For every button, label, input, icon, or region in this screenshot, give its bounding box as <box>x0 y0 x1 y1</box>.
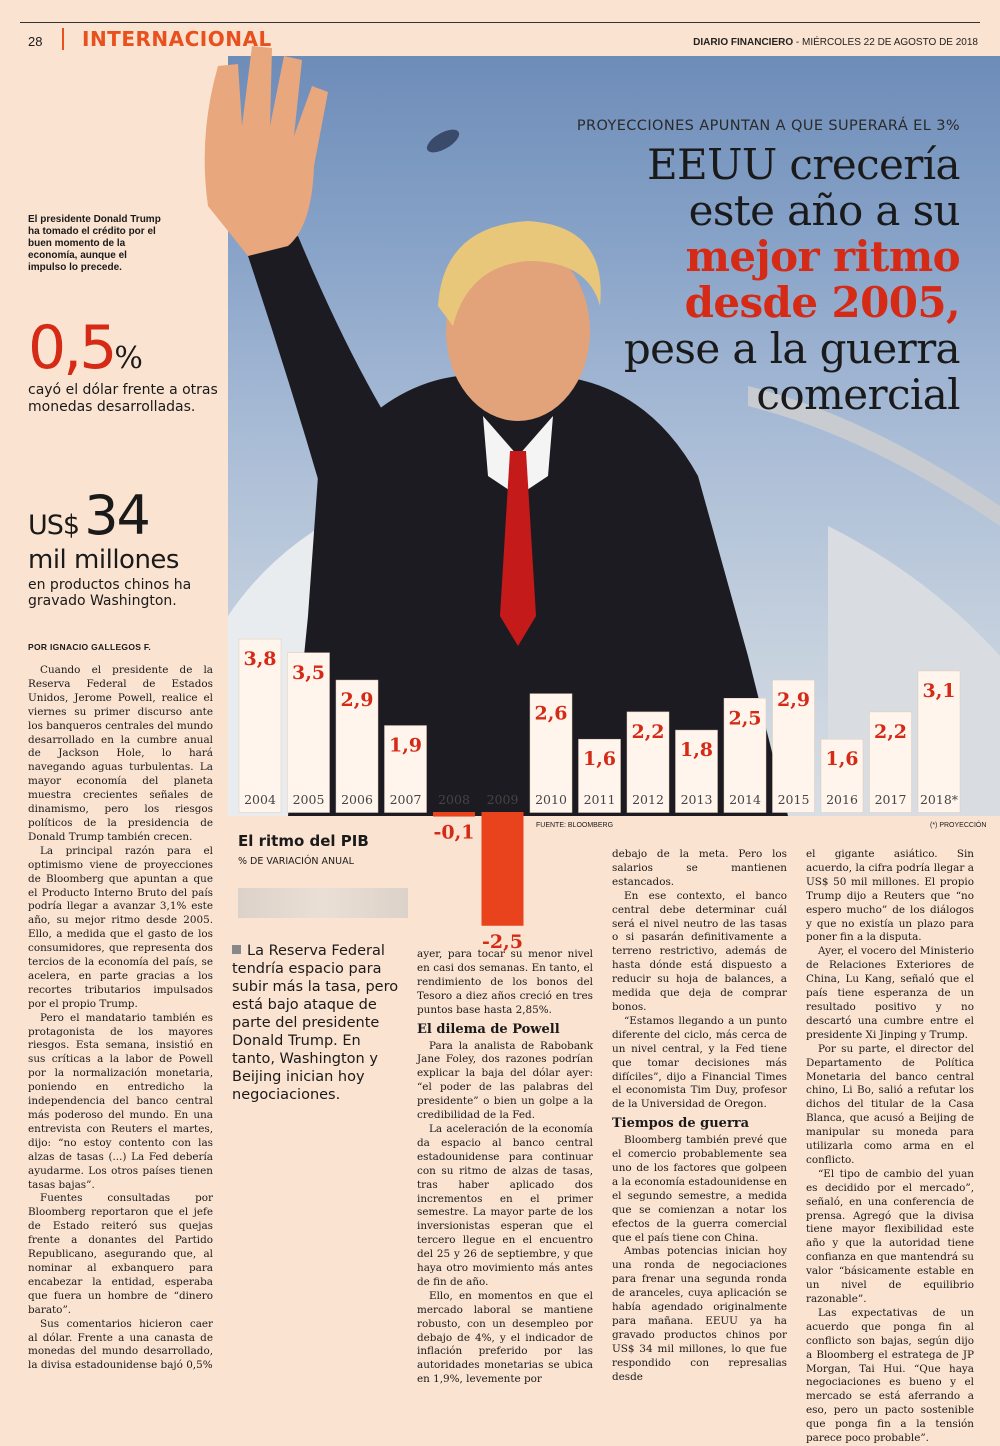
stat-value: 0,5 <box>28 313 115 383</box>
chart-tick-label: 2018* <box>919 792 959 807</box>
headline-line: pese a la guerra <box>623 324 960 373</box>
subheading: Tiempos de guerra <box>612 1116 750 1132</box>
headline <box>560 142 960 418</box>
paragraph: Cuando el presidente de la Reserva Federal de Estados Unidos, Jerome Powell, realice el viernes su primer discurso ante los banqueros centrales del mundo desarrollado en la cumbre anual de Jackson Hole, lo hará navegando aguas turbulentas. La mayor economía del planeta muestra crecientes señales de dinamismo, pero los riesgos políticos de la presidencia de Donald Trump también crecen. <box>28 664 213 843</box>
chart-tick-label: 2013 <box>680 792 713 807</box>
chart-subtitle: % DE VARIACIÓN ANUAL <box>238 856 354 867</box>
chart-data-label: 1,6 <box>582 748 617 771</box>
stat-description: cayó el dólar frente a otras monedas desarrolladas. <box>28 382 218 415</box>
chart-data-label: -0,1 <box>433 821 475 844</box>
paragraph: Ello, en momentos en que el mercado laboral se mantiene robusto, con un desempleo por debajo de 4%, y el indicador de inflación preferido por las autoridades monetarias se ubica en 1,9%, levemente por <box>417 1289 593 1386</box>
stat-tariffs <box>28 484 224 609</box>
paragraph: Por su parte, el director del Departamento de Política Monetaria del banco central chino, Li Bo, salió a refutar los dichos del titular de la Casa Blanca, que acusó a Beijing de manipular su moneda para utilizarla como arma en el conflicto. <box>806 1042 974 1166</box>
chart-data-label: 2,2 <box>631 720 665 743</box>
paragraph: Bloomberg también prevé que el comercio probablemente sea uno de los factores que golpeen a la economía estadounidense en el segundo semestre, a medida que se comienzan a notar los efectos de la guerra comercial que el país tiene con China. <box>612 1134 787 1244</box>
chart-bar <box>433 812 475 817</box>
chart-tick-label: 2009 <box>486 792 519 807</box>
pull-quote <box>232 942 402 1104</box>
stat-currency: US$ <box>28 510 80 541</box>
chart-note: (*) PROYECCIÓN <box>930 822 987 829</box>
chart-data-label: 3,8 <box>243 648 277 671</box>
paragraph: Pero el mandatario también es protagonista de los mayores riesgos. Esta semana, insistió en sus críticas a la labor de Powell por la normalización monetaria, poniendo en entredicho la independencia del banco central más poderoso del mundo. En una entrevista con Reuters el martes, dijo: “no estoy contento con las alzas de tasas (...) La Fed debería ayudarme. Los otros países tienen tasas bajas”. <box>28 1011 213 1191</box>
chart-tick-label: 2014 <box>729 792 761 807</box>
chart-data-label: 2,5 <box>728 707 762 730</box>
chart-data-label: 2,9 <box>340 689 374 712</box>
chart-tick-label: 2006 <box>341 792 373 807</box>
paragraph: debajo de la meta. Pero los salarios se mantienen estancados. <box>612 848 787 888</box>
headline-line: comercial <box>756 370 960 419</box>
chart-data-label: 3,1 <box>922 679 956 702</box>
chart-data-label: -2,5 <box>482 930 523 953</box>
stat-unit: % <box>114 341 143 376</box>
section-title: INTERNACIONAL <box>82 27 272 51</box>
paragraph: Ayer, el vocero del Ministerio de Relaciones Exteriores de China, Lu Kang, señaló que el país tiene esperanza de un resultado positivo y no descartó una cumbre entre el presidente Xi Jinping y Trump. <box>806 945 974 1041</box>
chart-data-label: 1,8 <box>679 739 714 762</box>
square-bullet-icon <box>232 945 241 954</box>
paragraph: Sus comentarios hicieron caer al dólar. Frente a una canasta de monedas del mundo desarrollado, la divisa estadounidense bajó 0,5% <box>28 1317 213 1372</box>
article-column-4 <box>612 848 787 1410</box>
photo-caption: El presidente Donald Trump ha tomado el crédito por el buen momento de la economía, aunque el impulso lo precede. <box>28 214 161 273</box>
paragraph: Las expectativas de un acuerdo que ponga fin al conflicto son bajas, según dijo a Bloomberg el estratega de JP Morgan, Tai Hui. “Que haya negociaciones es bueno y el mercado se está aferrando a eso, pero un pacto sostenible que ponga fin a la tensión parece poco probable”. <box>806 1306 974 1445</box>
chart-data-label: 1,6 <box>825 748 859 771</box>
article-column-1 <box>28 664 213 1410</box>
paragraph: Fuentes consultadas por Bloomberg reportaron que el jefe de Estado reiteró sus quejas frente a donantes del Partido Republicano, asegurando que, al nominar al exbanquero para encabezar la entidad, esperaba que fuera un hombre de “dinero barato”. <box>28 1192 213 1316</box>
stat-dollar <box>28 313 218 416</box>
chart-decor-strip <box>238 888 408 918</box>
chart-tick-label: 2015 <box>777 792 810 807</box>
paper-name: DIARIO FINANCIERO <box>693 37 794 48</box>
chart-data-label: 2,9 <box>776 689 811 712</box>
issue-date: - MIÉRCOLES 22 DE AGOSTO DE 2018 <box>793 37 978 48</box>
subheading: El dilema de Powell <box>417 1021 560 1037</box>
paragraph: La aceleración de la economía da espacio al banco central estadounidense para continuar con su ritmo de alzas de tasas, tras haber aplicado dos incrementos en el primer semestre. La mayor parte de los inversionistas esperan que el tercero llegue en el encuentro del 25 y 26 de septiembre, y que haya otro movimiento más antes de fin de año. <box>417 1122 593 1288</box>
chart-tick-label: 2011 <box>583 792 616 807</box>
headline-highlight: desde 2005, <box>684 278 960 327</box>
headline-highlight: mejor ritmo <box>685 232 960 281</box>
article-column-3 <box>417 948 593 1410</box>
paragraph: ayer, para tocar su menor nivel en casi dos semanas. En tanto, el rendimiento de los bonos del Tesoro a diez años creció en tres puntos base hasta 2,85%. <box>417 948 593 1016</box>
chart-data-label: 3,5 <box>291 661 326 684</box>
stat-description: en productos chinos ha gravado Washington. <box>28 577 192 609</box>
section-divider <box>62 28 64 50</box>
paragraph: La principal razón para el optimismo viene de proyecciones de Bloomberg que apuntan a que el Producto Interno Bruto del país podría llegar a avanzar 3,1% este año, su mejor ritmo desde 2005. Ello, a medida que el gasto de los consumidores, que representa dos tercios de la economía del país, se acelera, en parte gracias a los recortes tributarios impulsados por el propio Trump. <box>28 844 213 1010</box>
paragraph: “Estamos llegando a un punto diferente del ciclo, más cerca de un nivel central, y la Fed tiene que tomar decisiones más difíciles”, dijo a Financial Times el economista Tim Duy, profesor de la Universidad de Oregon. <box>612 1014 787 1111</box>
chart-tick-label: 2016 <box>826 792 858 807</box>
page-number: 28 <box>28 34 43 49</box>
chart-tick-label: 2005 <box>292 792 325 807</box>
chart-data-label: 2,6 <box>534 702 568 725</box>
chart-title: El ritmo del PIB <box>238 832 369 850</box>
byline: POR IGNACIO GALLEGOS F. <box>28 642 152 652</box>
chart-data-label: 2,2 <box>873 720 908 743</box>
article-column-5 <box>806 848 974 1445</box>
headline-kicker: PROYECCIONES APUNTAN A QUE SUPERARÁ EL 3% <box>576 118 960 134</box>
pull-quote-text: La Reserva Federal tendría espacio para subir más la tasa, pero está bajo ataque de parte del presidente Donald Trump. En tanto, Washington y Beijing inician hoy negociaciones. <box>232 943 399 1103</box>
chart-tick-label: 2008 <box>438 792 470 807</box>
paragraph: el gigante asiático. Sin acuerdo, la cifra podría llegar a US$ 50 mil millones. El propio Trump dijo a Reuters que “no espero mucho” de los diálogos y que no existía un plazo para poner fin a la disputa. <box>806 848 974 944</box>
chart-tick-label: 2004 <box>244 792 276 807</box>
masthead <box>693 37 978 48</box>
stat-unit: mil millones <box>28 545 179 575</box>
chart-tick-label: 2010 <box>535 792 567 807</box>
chart-bar <box>482 812 524 926</box>
chart-source: FUENTE: BLOOMBERG <box>536 822 614 829</box>
chart-tick-label: 2007 <box>389 792 422 807</box>
paragraph: En ese contexto, el banco central debe determinar cuál será el nivel neutro de las tasas o si pasarán definitivamente a terreno restrictivo, además de hasta dónde está dispuesto a reducir su hoja de balances, a medida que deja de comprar bonos. <box>612 889 787 1013</box>
chart-tick-label: 2012 <box>632 792 664 807</box>
paragraph: “El tipo de cambio del yuan es decidido por el mercado”, señaló, en una conferencia de prensa. Agregó que la divisa tiene mayor flexibilidad este año y que la autoridad tiene confianza en que mantendrá su valor “básicamente estable en un nivel de equilibrio razonable”. <box>806 1167 974 1305</box>
headline-line: EEUU crecería <box>646 140 960 189</box>
chart-tick-label: 2017 <box>874 792 907 807</box>
headline-line: este año a su <box>688 186 960 235</box>
stat-value: 34 <box>84 484 149 547</box>
header-rule <box>20 22 980 23</box>
paragraph: Ambas potencias inician hoy una ronda de negociaciones para frenar una segunda ronda de aranceles, cuya aplicación se había agendado originalmente para mañana. EEUU ya ha gravado productos chinos por US$ 34 mil millones, lo que fue respondido con represalias desde <box>612 1245 787 1383</box>
chart-data-label: 1,9 <box>388 734 423 757</box>
paragraph: Para la analista de Rabobank Jane Foley, dos razones podrían explicar la baja del dólar ayer: “el poder de las palabras del presidente” o bien un golpe a la credibilidad de la Fed. <box>417 1039 593 1122</box>
